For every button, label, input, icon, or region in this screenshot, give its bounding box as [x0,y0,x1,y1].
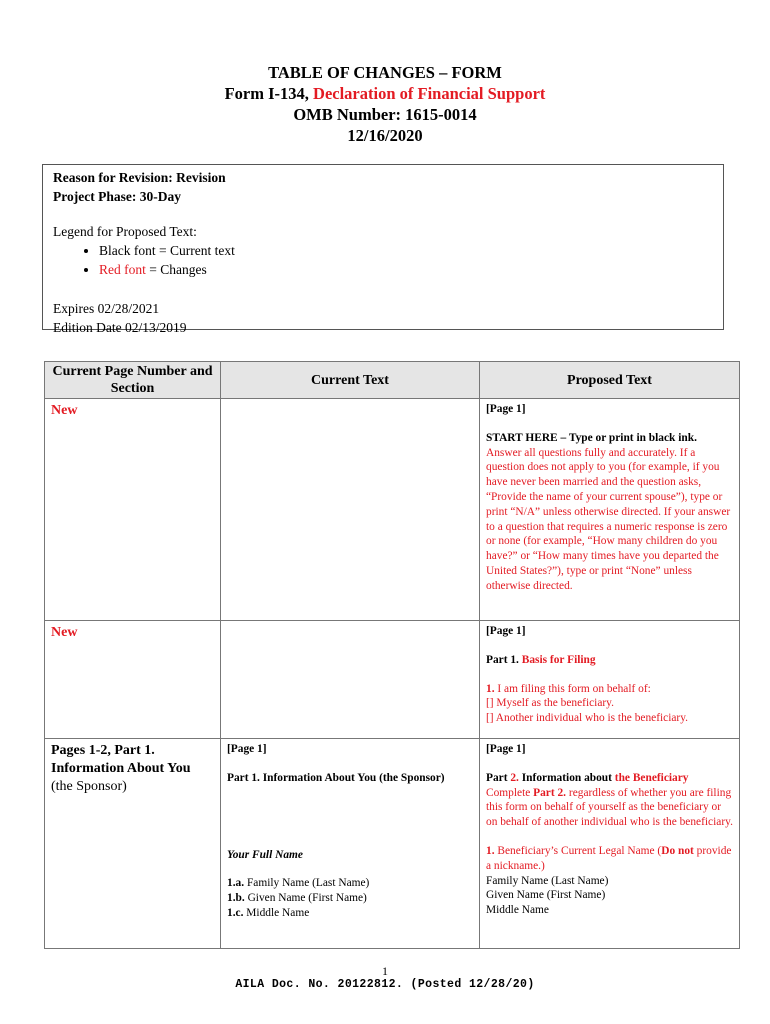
row3-current-part: Part 1. Information About You (the Sponsor) [227,771,445,784]
table-header-row [45,362,740,399]
row2-current [221,621,480,739]
page-footer [0,964,770,991]
row1-current [221,399,480,621]
table-row [45,621,740,739]
row3-proposed-middle-name: Middle Name [486,904,549,917]
legend-red: • Red font = Changes [99,260,713,279]
form-name: Declaration of Financial Support [313,84,546,103]
row1-start-here: START HERE – Type or print in black ink. Answer all questions fully and accurately. If a question does not apply to you (for example, if you have never been married and the question asks, “Provide the name of your current spouse”), type or print “N/A” unless otherwise directed. If your answer to a question that requires a numeric response is zero or none (for example, “How many children do you have?” or “How many times have you departed the United States?”), type or print “None” unless otherwise directed. [486,431,731,592]
row3-middle-name: 1.c. Middle Name [227,906,310,919]
header-proposed-text: Proposed Text [480,362,740,399]
table-row [45,739,740,949]
row3-proposed-instructions: Complete Part 2. regardless of whether you are filing this form on behalf of yourself as the beneficiary or on behalf of another individual who is the beneficiary. [486,786,733,829]
omb-number: OMB Number: 1615-0014 [293,105,477,124]
row2-page: [Page 1] [486,625,526,637]
row2-proposed [480,621,740,739]
legend-title: Legend for Proposed Text: [53,224,197,239]
row3-proposed-given-name: Given Name (First Name) [486,889,606,902]
row3-beneficiary-name: 1. Beneficiary’s Current Legal Name (Do not provide a nickname.) [486,844,732,872]
form-number: Form I-134, [224,84,314,103]
page-number: 1 [382,964,388,978]
row3-section: Pages 1-2, Part 1. Information About You (the Sponsor) [45,739,221,949]
row3-your-full-name: Your Full Name [227,848,303,861]
row1-page: [Page 1] [486,403,526,415]
header-section: Current Page Number and Section [45,362,221,399]
row3-proposed-page: [Page 1] [486,743,526,755]
row3-family-name: 1.a. Family Name (Last Name) [227,877,370,890]
row3-proposed [480,739,740,949]
row1-proposed [480,399,740,621]
row2-section: New [45,621,221,739]
expires-date: Expires 02/28/2021 [53,301,160,316]
legend-black: • Black font = Current text [99,241,713,260]
header-current-text: Current Text [221,362,480,399]
row3-current-page: [Page 1] [227,743,267,755]
edition-date: Edition Date 02/13/2019 [53,320,187,335]
legend-list [53,241,713,279]
row3-given-name: 1.b. Given Name (First Name) [227,892,367,905]
project-phase: Project Phase: 30-Day [53,189,181,204]
row2-question: 1. I am filing this form on behalf of: [486,682,651,695]
row2-part: Part 1. Basis for Filing [486,653,596,666]
reason-for-revision: Reason for Revision: Revision [53,170,226,185]
table-row [45,399,740,621]
row3-proposed-family-name: Family Name (Last Name) [486,874,609,887]
title-line-1: TABLE OF CHANGES – FORM [268,63,502,82]
row3-proposed-part: Part 2. Information about the Beneficiary [486,771,689,784]
row1-section: New [45,399,221,621]
title-line-2 [0,83,770,104]
row2-option-another: [] Another individual who is the beneficiary. [486,712,689,725]
document-title [0,62,770,146]
row3-current [221,739,480,949]
changes-table [44,361,740,949]
document-date: 12/16/2020 [347,126,423,145]
row2-option-myself: [] Myself as the beneficiary. [486,697,614,710]
aila-doc-number: AILA Doc. No. 20122812. (Posted 12/28/20) [235,978,535,991]
revision-info-box [42,164,724,335]
